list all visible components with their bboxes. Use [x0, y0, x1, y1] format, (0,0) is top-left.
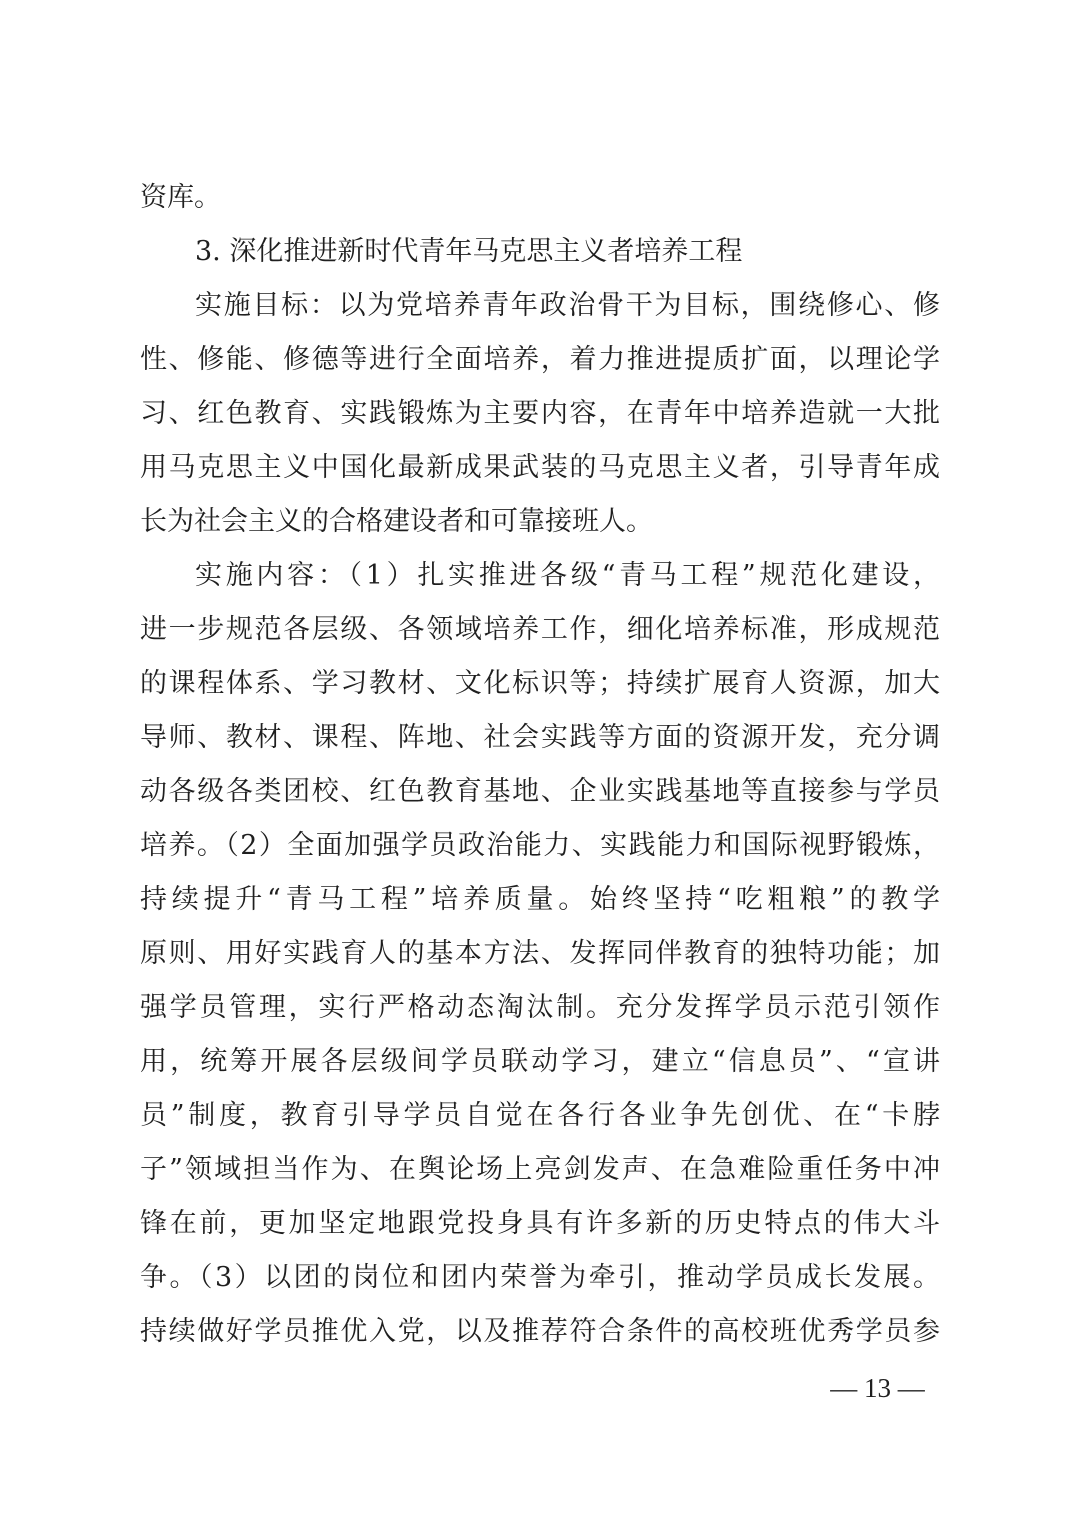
paragraph-line: 持续做好学员推优入党，以及推荐符合条件的高校班优秀学员参 [140, 1316, 940, 1347]
paragraph-line: 习、红色教育、实践锻炼为主要内容，在青年中培养造就一大批 [140, 398, 940, 429]
paragraph-line: 锋在前，更加坚定地跟党投身具有许多新的历史特点的伟大斗 [140, 1208, 940, 1239]
section-heading: 3. 深化推进新时代青年马克思主义者培养工程 [195, 236, 743, 267]
paragraph-line: 实施目标：以为党培养青年政治骨干为目标，围绕修心、修 [195, 290, 940, 321]
paragraph-line: 子”领域担当作为、在舆论场上亮剑发声、在急难险重任务中冲 [140, 1154, 940, 1185]
paragraph-line: 的课程体系、学习教材、文化标识等；持续扩展育人资源，加大 [140, 668, 940, 699]
paragraph-line: 资库。 [140, 182, 221, 213]
paragraph-line: 性、修能、修德等进行全面培养，着力推进提质扩面，以理论学 [140, 344, 940, 375]
paragraph-line: 争。（3）以团的岗位和团内荣誉为牵引，推动学员成长发展。 [140, 1262, 940, 1293]
paragraph-line: 动各级各类团校、红色教育基地、企业实践基地等直接参与学员 [140, 776, 940, 807]
paragraph-line: 强学员管理，实行严格动态淘汰制。充分发挥学员示范引领作 [140, 992, 940, 1023]
paragraph-line: 持续提升“青马工程”培养质量。始终坚持“吃粗粮”的教学 [140, 884, 940, 915]
paragraph-line: 原则、用好实践育人的基本方法、发挥同伴教育的独特功能；加 [140, 938, 940, 969]
page-number: — 13 — [830, 1373, 925, 1403]
paragraph-line: 用，统筹开展各层级间学员联动学习，建立“信息员”、“宣讲 [140, 1046, 940, 1077]
paragraph-line: 培养。（2）全面加强学员政治能力、实践能力和国际视野锻炼， [140, 830, 940, 861]
paragraph-line: 进一步规范各层级、各领域培养工作，细化培养标准，形成规范 [140, 614, 940, 645]
paragraph-line: 用马克思主义中国化最新成果武装的马克思主义者，引导青年成 [140, 452, 940, 483]
paragraph-line: 长为社会主义的合格建设者和可靠接班人。 [140, 506, 653, 537]
paragraph-line: 导师、教材、课程、阵地、社会实践等方面的资源开发，充分调 [140, 722, 940, 753]
paragraph-line: 员”制度，教育引导学员自觉在各行各业争先创优、在“卡脖 [140, 1100, 940, 1131]
paragraph-line: 实施内容：（1）扎实推进各级“青马工程”规范化建设， [195, 560, 940, 591]
